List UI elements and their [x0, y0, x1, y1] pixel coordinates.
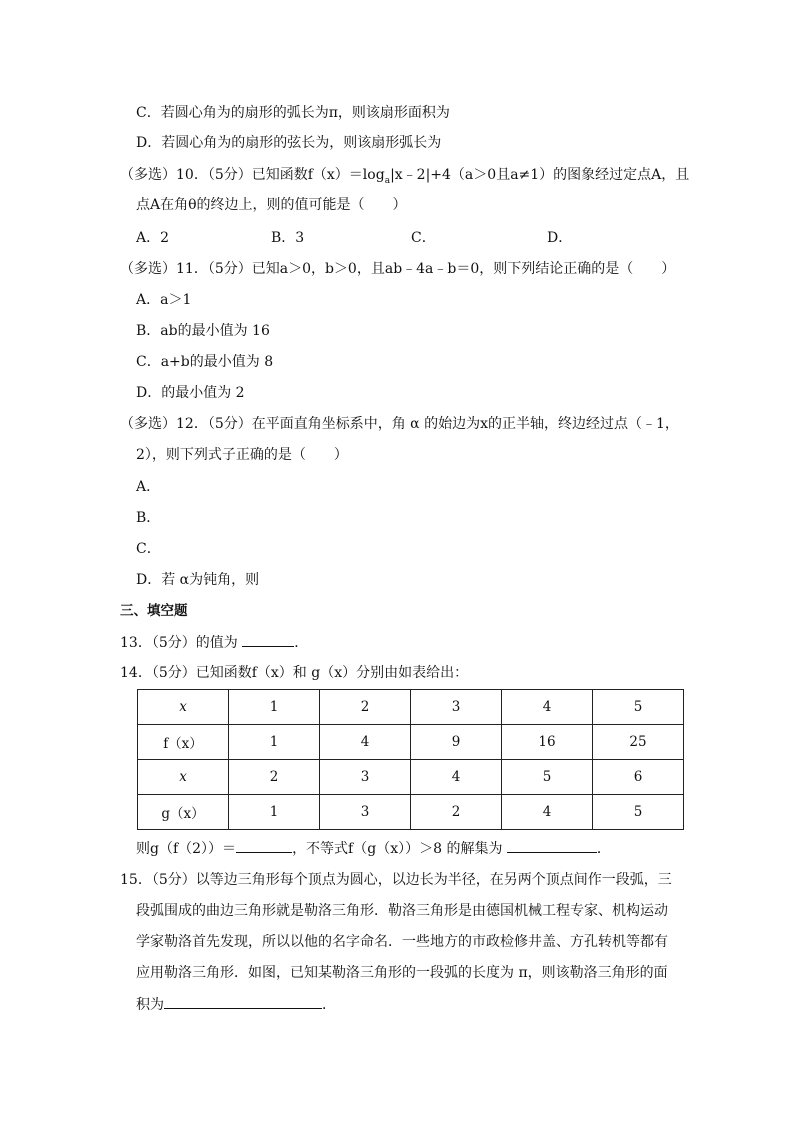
q14-answer-line [136, 838, 611, 859]
table-row [138, 795, 684, 830]
table-cell: 4 [320, 725, 411, 760]
table-cell: x [138, 760, 229, 795]
q14-table [137, 689, 684, 830]
table-cell: 3 [320, 760, 411, 795]
q10-suffix: |x﹣2|+4（a＞0且a≠1）的图象经过定点A，且 [390, 167, 690, 183]
section-title-fill-in: 三、填空题 [120, 603, 188, 619]
q14-answer-suffix: ． [596, 841, 611, 857]
q12-stem-line2: 2），则下列式子正确的是（ ） [136, 447, 348, 463]
table-cell: 5 [593, 690, 684, 725]
table-row [138, 760, 684, 795]
table-cell: f（x） [138, 725, 229, 760]
table-cell: 5 [593, 795, 684, 830]
q14-answer-middle: ，不等式f（g（x））＞8 的解集为 [292, 841, 503, 857]
q12-option-c: C． [136, 541, 161, 557]
table-cell: 16 [502, 725, 593, 760]
q10-prefix: （多选）10．（5分）已知函数 [120, 167, 308, 183]
q14-answer-blank-2[interactable] [507, 838, 597, 853]
table-cell: 2 [229, 760, 320, 795]
table-cell: 9 [411, 725, 502, 760]
table-cell: x [138, 690, 229, 725]
q11-stem: （多选）11．（5分）已知a＞0，b＞0，且ab﹣4a﹣b＝0，则下列结论正确的是（ ） [120, 261, 676, 277]
q10-log-base: a [384, 175, 391, 186]
table-cell: 4 [502, 795, 593, 830]
q15-stem-line4: 应用勒洛三角形．如图，已知某勒洛三角形的一段弧的长度为 π，则该勒洛三角形的面 [136, 965, 668, 981]
table-cell: 2 [411, 795, 502, 830]
q15-answer-suffix: ． [322, 997, 336, 1013]
q10-function: f（x）＝log [307, 167, 385, 183]
table-cell: 4 [411, 760, 502, 795]
table-row [138, 690, 684, 725]
q13-stem [120, 632, 308, 653]
table-cell: g（x） [138, 795, 229, 830]
table-cell: 6 [593, 760, 684, 795]
q13-prefix: 13．（5分）的值为 [120, 635, 238, 651]
q12-option-b: B． [136, 510, 161, 526]
q15-answer-prefix: 积为 [136, 997, 164, 1013]
q15-stem-line2: 段弧围成的曲边三角形就是勒洛三角形．勒洛三角形是由德国机械工程专家、机构运动 [136, 903, 668, 919]
q12-option-d: D．若 α为钝角，则 [136, 572, 260, 588]
q11-option-b: B．ab的最小值为 16 [136, 323, 270, 339]
q10-stem-line1 [120, 165, 689, 191]
q14-answer-blank-1[interactable] [236, 838, 292, 853]
table-cell: 5 [502, 760, 593, 795]
table-cell: 1 [229, 795, 320, 830]
q14-answer-prefix: 则g（f（2））＝ [136, 841, 237, 857]
q11-option-a: A．a＞1 [136, 292, 192, 308]
q12-stem-line1: （多选）12．（5分）在平面直角坐标系中，角 α 的始边为x的正半轴，终边经过点（﹣1， [120, 416, 679, 432]
table-cell: 1 [229, 690, 320, 725]
q10-options [0, 228, 794, 248]
q13-answer-blank[interactable] [242, 632, 294, 647]
table-cell: 3 [411, 690, 502, 725]
q10-option-d: D． [547, 230, 573, 246]
q9-option-d: D．若圆心角为的扇形的弦长为，则该扇形弧长为 [136, 135, 442, 151]
q15-stem-line5 [136, 994, 336, 1015]
q15-stem-line3: 学家勒洛首先发现，所以以他的名字命名．一些地方的市政检修井盖、方孔转机等都有 [136, 934, 668, 950]
table-cell: 2 [320, 690, 411, 725]
q15-stem-line1: 15．（5分）以等边三角形每个顶点为圆心，以边长为半径，在另两个顶点间作一段弧，三 [120, 872, 672, 888]
q14-stem: 14．（5分）已知函数f（x）和 g（x）分别由如表给出： [120, 665, 469, 681]
table-cell: 1 [229, 725, 320, 760]
table-cell: 3 [320, 795, 411, 830]
q15-answer-blank[interactable] [164, 994, 322, 1009]
q11-option-d: D．的最小值为 2 [136, 385, 245, 401]
q13-suffix: ． [294, 635, 309, 651]
q10-stem-line2: 点A在角θ的终边上，则的值可能是（ ） [136, 197, 407, 213]
table-row [138, 725, 684, 760]
q12-option-a: A． [136, 479, 161, 495]
table-cell: 4 [502, 690, 593, 725]
table-cell: 25 [593, 725, 684, 760]
q10-option-c: C． [411, 230, 436, 246]
q11-option-c: C．a+b的最小值为 8 [136, 354, 274, 370]
q10-option-b: B．3 [271, 230, 305, 246]
q10-option-a: A．2 [136, 230, 170, 246]
q9-option-c: C．若圆心角为的扇形的弧长为π，则该扇形面积为 [136, 105, 450, 121]
